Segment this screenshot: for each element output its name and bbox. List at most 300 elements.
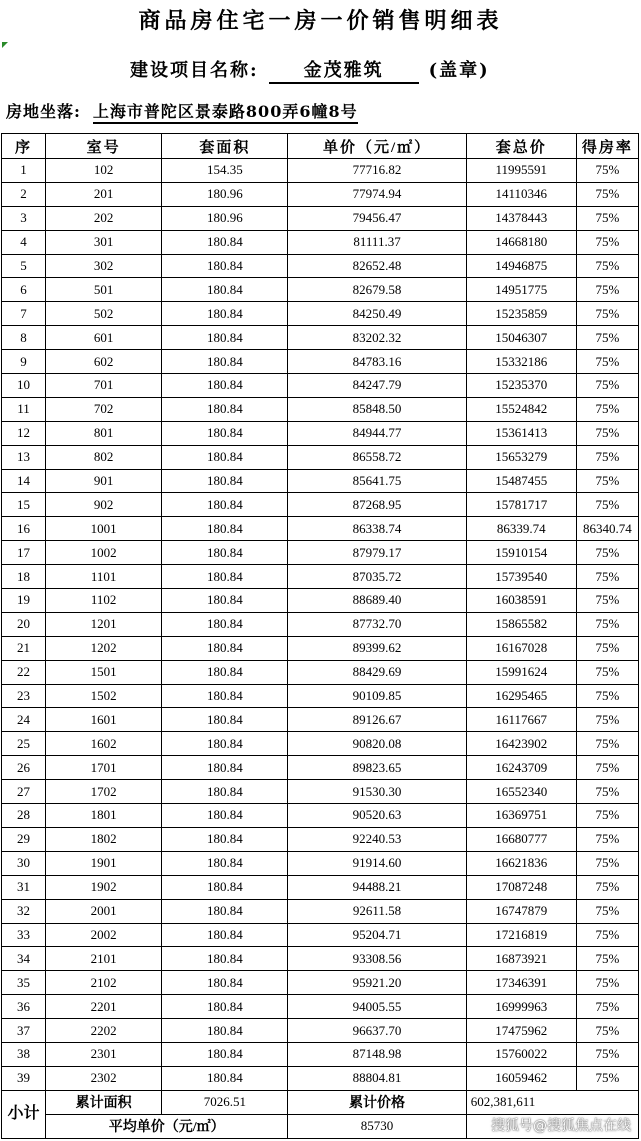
address-label: 房地坐落: <box>6 102 81 121</box>
cell-total-price: 17087248 <box>466 875 576 899</box>
cell-room: 1201 <box>46 612 162 636</box>
cell-total-price: 16369751 <box>466 804 576 828</box>
cell-ratio: 75% <box>576 302 638 326</box>
cell-room: 1602 <box>46 732 162 756</box>
project-name: 金茂雅筑 <box>269 56 419 84</box>
cell-seq: 5 <box>2 254 46 278</box>
cell-unit-price: 81111.37 <box>288 230 466 254</box>
cell-area: 180.84 <box>162 469 288 493</box>
table-row <box>2 302 639 326</box>
cell-room: 1101 <box>46 565 162 589</box>
cell-seq: 3 <box>2 206 46 230</box>
cell-total-price: 17216819 <box>466 923 576 947</box>
cell-area: 180.84 <box>162 923 288 947</box>
cell-total-price: 16243709 <box>466 756 576 780</box>
table-row <box>2 397 639 421</box>
cell-unit-price: 79456.47 <box>288 206 466 230</box>
header-ratio: 得房率 <box>576 134 638 159</box>
cell-seq: 8 <box>2 326 46 350</box>
cell-ratio: 75% <box>576 756 638 780</box>
table-row <box>2 206 639 230</box>
cell-ratio: 75% <box>576 230 638 254</box>
total-area-label: 累计面积 <box>46 1090 162 1114</box>
table-row <box>2 469 639 493</box>
cell-room: 1202 <box>46 636 162 660</box>
summary-row-1 <box>2 1090 639 1114</box>
cell-unit-price: 95204.71 <box>288 923 466 947</box>
project-line <box>130 56 490 84</box>
table-row <box>2 1042 639 1066</box>
table-row <box>2 708 639 732</box>
table-row <box>2 278 639 302</box>
header-room: 室号 <box>46 134 162 159</box>
cell-room: 302 <box>46 254 162 278</box>
cell-area: 180.84 <box>162 780 288 804</box>
cell-ratio: 75% <box>576 780 638 804</box>
table-row <box>2 875 639 899</box>
cell-unit-price: 92611.58 <box>288 899 466 923</box>
cell-seq: 6 <box>2 278 46 302</box>
cell-seq: 23 <box>2 684 46 708</box>
table-row <box>2 660 639 684</box>
cell-total-price: 17346391 <box>466 971 576 995</box>
cell-ratio: 75% <box>576 732 638 756</box>
cell-unit-price: 87148.98 <box>288 1042 466 1066</box>
total-price-label: 累计价格 <box>288 1090 466 1114</box>
cell-ratio: 75% <box>576 1066 638 1090</box>
cell-seq: 24 <box>2 708 46 732</box>
cell-ratio: 75% <box>576 589 638 613</box>
table-row <box>2 827 639 851</box>
cell-seq: 29 <box>2 827 46 851</box>
cell-area: 180.84 <box>162 517 288 541</box>
cell-unit-price: 82679.58 <box>288 278 466 302</box>
cell-ratio: 75% <box>576 1019 638 1043</box>
cell-unit-price: 83202.32 <box>288 326 466 350</box>
cell-ratio: 75% <box>576 254 638 278</box>
cell-seq: 20 <box>2 612 46 636</box>
cell-ratio: 75% <box>576 445 638 469</box>
project-label: 建设项目名称: <box>130 60 259 81</box>
cell-unit-price: 89823.65 <box>288 756 466 780</box>
cell-total-price: 14946875 <box>466 254 576 278</box>
cell-seq: 11 <box>2 397 46 421</box>
cell-room: 1601 <box>46 708 162 732</box>
cell-total-price: 16423902 <box>466 732 576 756</box>
cell-area: 180.84 <box>162 589 288 613</box>
cell-seq: 28 <box>2 804 46 828</box>
cell-total-price: 14110346 <box>466 182 576 206</box>
cell-ratio: 75% <box>576 923 638 947</box>
cell-area: 180.84 <box>162 350 288 374</box>
cell-ratio: 75% <box>576 278 638 302</box>
cell-ratio: 75% <box>576 182 638 206</box>
cell-seq: 31 <box>2 875 46 899</box>
cell-room: 502 <box>46 302 162 326</box>
table-row <box>2 923 639 947</box>
cell-room: 2201 <box>46 995 162 1019</box>
cell-room: 102 <box>46 159 162 183</box>
cell-ratio: 75% <box>576 827 638 851</box>
cell-total-price: 15046307 <box>466 326 576 350</box>
table-row <box>2 326 639 350</box>
price-table <box>1 133 639 1139</box>
cell-seq: 25 <box>2 732 46 756</box>
cell-unit-price: 91530.30 <box>288 780 466 804</box>
cell-room: 1801 <box>46 804 162 828</box>
cell-area: 180.84 <box>162 875 288 899</box>
cell-area: 180.84 <box>162 565 288 589</box>
cell-unit-price: 88804.81 <box>288 1066 466 1090</box>
cell-area: 180.84 <box>162 541 288 565</box>
cell-total-price: 14951775 <box>466 278 576 302</box>
cell-seq: 26 <box>2 756 46 780</box>
cell-ratio: 75% <box>576 350 638 374</box>
cell-ratio: 75% <box>576 159 638 183</box>
cell-room: 1102 <box>46 589 162 613</box>
cell-total-price: 15760022 <box>466 1042 576 1066</box>
cell-ratio: 75% <box>576 612 638 636</box>
cell-seq: 37 <box>2 1019 46 1043</box>
cell-area: 180.84 <box>162 493 288 517</box>
table-row <box>2 732 639 756</box>
cell-room: 1901 <box>46 851 162 875</box>
cell-unit-price: 84783.16 <box>288 350 466 374</box>
cell-area: 180.84 <box>162 445 288 469</box>
cell-area: 180.84 <box>162 995 288 1019</box>
cell-seq: 9 <box>2 350 46 374</box>
cell-seq: 35 <box>2 971 46 995</box>
cell-ratio: 75% <box>576 469 638 493</box>
cell-unit-price: 84247.79 <box>288 374 466 398</box>
cell-total-price: 16295465 <box>466 684 576 708</box>
cell-area: 180.84 <box>162 326 288 350</box>
cell-total-price: 86339.74 <box>466 517 576 541</box>
cell-unit-price: 95921.20 <box>288 971 466 995</box>
cell-area: 180.96 <box>162 182 288 206</box>
table-header-row <box>2 134 639 159</box>
cell-area: 180.84 <box>162 756 288 780</box>
cell-total-price: 15235859 <box>466 302 576 326</box>
cell-room: 702 <box>46 397 162 421</box>
cell-total-price: 15910154 <box>466 541 576 565</box>
cell-ratio: 75% <box>576 636 638 660</box>
cell-total-price: 16117667 <box>466 708 576 732</box>
cell-unit-price: 89126.67 <box>288 708 466 732</box>
cell-area: 180.84 <box>162 1042 288 1066</box>
cell-unit-price: 94488.21 <box>288 875 466 899</box>
cell-seq: 36 <box>2 995 46 1019</box>
cell-seq: 14 <box>2 469 46 493</box>
cell-room: 2001 <box>46 899 162 923</box>
cell-unit-price: 88689.40 <box>288 589 466 613</box>
stamp-label: (盖章) <box>428 60 490 81</box>
table-row <box>2 1019 639 1043</box>
cell-ratio: 75% <box>576 326 638 350</box>
cell-ratio: 75% <box>576 660 638 684</box>
cell-total-price: 16059462 <box>466 1066 576 1090</box>
cell-unit-price: 84944.77 <box>288 421 466 445</box>
cell-unit-price: 90520.63 <box>288 804 466 828</box>
cell-seq: 16 <box>2 517 46 541</box>
cell-area: 180.84 <box>162 851 288 875</box>
avg-price-value: 85730 <box>288 1114 466 1138</box>
cell-room: 2102 <box>46 971 162 995</box>
cell-seq: 18 <box>2 565 46 589</box>
cell-area: 180.84 <box>162 278 288 302</box>
table-row <box>2 350 639 374</box>
cell-seq: 33 <box>2 923 46 947</box>
table-row <box>2 493 639 517</box>
summary-label: 小计 <box>2 1090 46 1138</box>
cell-total-price: 11995591 <box>466 159 576 183</box>
table-row <box>2 230 639 254</box>
cell-total-price: 15991624 <box>466 660 576 684</box>
cell-unit-price: 87732.70 <box>288 612 466 636</box>
cell-unit-price: 85641.75 <box>288 469 466 493</box>
cell-unit-price: 85848.50 <box>288 397 466 421</box>
address-value: 上海市普陀区景泰路800弄6幢8号 <box>93 99 358 124</box>
cell-room: 2301 <box>46 1042 162 1066</box>
cell-seq: 32 <box>2 899 46 923</box>
cell-area: 180.84 <box>162 230 288 254</box>
cell-unit-price: 87268.95 <box>288 493 466 517</box>
cell-ratio: 75% <box>576 1042 638 1066</box>
cell-seq: 7 <box>2 302 46 326</box>
cell-total-price: 15487455 <box>466 469 576 493</box>
total-price-value: 602,381,611 <box>466 1090 638 1114</box>
cell-area: 180.84 <box>162 1066 288 1090</box>
cell-ratio: 75% <box>576 541 638 565</box>
cell-room: 202 <box>46 206 162 230</box>
table-row <box>2 565 639 589</box>
cell-area: 154.35 <box>162 159 288 183</box>
cell-unit-price: 87035.72 <box>288 565 466 589</box>
cell-unit-price: 90109.85 <box>288 684 466 708</box>
table-row <box>2 804 639 828</box>
cell-room: 602 <box>46 350 162 374</box>
cell-total-price: 16167028 <box>466 636 576 660</box>
cell-unit-price: 92240.53 <box>288 827 466 851</box>
cell-room: 701 <box>46 374 162 398</box>
cell-seq: 30 <box>2 851 46 875</box>
cell-corner-marker <box>2 42 8 48</box>
cell-room: 1502 <box>46 684 162 708</box>
cell-area: 180.84 <box>162 612 288 636</box>
cell-area: 180.84 <box>162 708 288 732</box>
cell-area: 180.84 <box>162 1019 288 1043</box>
cell-total-price: 15653279 <box>466 445 576 469</box>
header-unit-price: 单价（元/㎡） <box>288 134 466 159</box>
cell-room: 1902 <box>46 875 162 899</box>
cell-room: 2101 <box>46 947 162 971</box>
cell-seq: 27 <box>2 780 46 804</box>
cell-total-price: 15781717 <box>466 493 576 517</box>
cell-room: 1702 <box>46 780 162 804</box>
cell-unit-price: 90820.08 <box>288 732 466 756</box>
cell-room: 601 <box>46 326 162 350</box>
cell-area: 180.84 <box>162 684 288 708</box>
cell-total-price: 16680777 <box>466 827 576 851</box>
table-row <box>2 684 639 708</box>
cell-ratio: 75% <box>576 374 638 398</box>
cell-seq: 15 <box>2 493 46 517</box>
cell-room: 1501 <box>46 660 162 684</box>
cell-seq: 12 <box>2 421 46 445</box>
watermark: 搜狐号@搜狐焦点在线 <box>491 1118 631 1134</box>
cell-seq: 39 <box>2 1066 46 1090</box>
cell-ratio: 75% <box>576 875 638 899</box>
cell-room: 801 <box>46 421 162 445</box>
cell-total-price: 15739540 <box>466 565 576 589</box>
cell-room: 2302 <box>46 1066 162 1090</box>
table-row <box>2 636 639 660</box>
cell-seq: 34 <box>2 947 46 971</box>
cell-unit-price: 86338.74 <box>288 517 466 541</box>
cell-room: 1802 <box>46 827 162 851</box>
cell-seq: 38 <box>2 1042 46 1066</box>
cell-room: 1701 <box>46 756 162 780</box>
cell-ratio: 75% <box>576 851 638 875</box>
cell-room: 201 <box>46 182 162 206</box>
cell-area: 180.84 <box>162 732 288 756</box>
cell-room: 501 <box>46 278 162 302</box>
cell-unit-price: 93308.56 <box>288 947 466 971</box>
cell-ratio: 75% <box>576 804 638 828</box>
table-row <box>2 445 639 469</box>
cell-seq: 4 <box>2 230 46 254</box>
cell-ratio: 75% <box>576 421 638 445</box>
cell-ratio: 75% <box>576 947 638 971</box>
table-row <box>2 421 639 445</box>
cell-total-price: 15524842 <box>466 397 576 421</box>
cell-total-price: 16747879 <box>466 899 576 923</box>
cell-ratio: 75% <box>576 493 638 517</box>
cell-area: 180.84 <box>162 397 288 421</box>
cell-unit-price: 86558.72 <box>288 445 466 469</box>
table-row <box>2 995 639 1019</box>
table-row <box>2 1066 639 1090</box>
cell-ratio: 86340.74 <box>576 517 638 541</box>
table-row <box>2 756 639 780</box>
cell-unit-price: 87979.17 <box>288 541 466 565</box>
table-row <box>2 254 639 278</box>
table-row <box>2 374 639 398</box>
table-row <box>2 947 639 971</box>
avg-price-label: 平均单价（元/㎡） <box>46 1114 288 1138</box>
cell-unit-price: 77716.82 <box>288 159 466 183</box>
cell-total-price: 16873921 <box>466 947 576 971</box>
header-total-price: 套总价 <box>466 134 576 159</box>
cell-total-price: 15235370 <box>466 374 576 398</box>
cell-seq: 21 <box>2 636 46 660</box>
cell-room: 1001 <box>46 517 162 541</box>
cell-unit-price: 96637.70 <box>288 1019 466 1043</box>
cell-ratio: 75% <box>576 899 638 923</box>
table-row <box>2 159 639 183</box>
cell-total-price: 15865582 <box>466 612 576 636</box>
cell-ratio: 75% <box>576 995 638 1019</box>
cell-room: 901 <box>46 469 162 493</box>
cell-area: 180.84 <box>162 421 288 445</box>
cell-area: 180.84 <box>162 827 288 851</box>
cell-seq: 10 <box>2 374 46 398</box>
cell-area: 180.84 <box>162 660 288 684</box>
cell-total-price: 15361413 <box>466 421 576 445</box>
cell-seq: 22 <box>2 660 46 684</box>
cell-unit-price: 88429.69 <box>288 660 466 684</box>
cell-total-price: 15332186 <box>466 350 576 374</box>
cell-unit-price: 89399.62 <box>288 636 466 660</box>
table-row <box>2 780 639 804</box>
cell-unit-price: 82652.48 <box>288 254 466 278</box>
table-row <box>2 589 639 613</box>
cell-total-price: 14668180 <box>466 230 576 254</box>
table-row <box>2 851 639 875</box>
cell-ratio: 75% <box>576 971 638 995</box>
cell-room: 902 <box>46 493 162 517</box>
cell-seq: 13 <box>2 445 46 469</box>
cell-seq: 19 <box>2 589 46 613</box>
cell-room: 802 <box>46 445 162 469</box>
cell-ratio: 75% <box>576 565 638 589</box>
cell-room: 301 <box>46 230 162 254</box>
cell-area: 180.84 <box>162 374 288 398</box>
cell-ratio: 75% <box>576 708 638 732</box>
cell-area: 180.84 <box>162 947 288 971</box>
cell-room: 1002 <box>46 541 162 565</box>
cell-seq: 17 <box>2 541 46 565</box>
cell-total-price: 16621836 <box>466 851 576 875</box>
table-row <box>2 971 639 995</box>
cell-area: 180.84 <box>162 636 288 660</box>
cell-unit-price: 77974.94 <box>288 182 466 206</box>
cell-room: 2202 <box>46 1019 162 1043</box>
table-body <box>2 159 639 1091</box>
cell-area: 180.84 <box>162 804 288 828</box>
cell-ratio: 75% <box>576 684 638 708</box>
table-row <box>2 612 639 636</box>
cell-total-price: 16552340 <box>466 780 576 804</box>
table-row <box>2 541 639 565</box>
page-title: 商品房住宅一房一价销售明细表 <box>138 8 503 34</box>
cell-total-price: 14378443 <box>466 206 576 230</box>
header-area: 套面积 <box>162 134 288 159</box>
table-row <box>2 517 639 541</box>
header-seq: 序 <box>2 134 46 159</box>
table-row <box>2 182 639 206</box>
cell-area: 180.84 <box>162 971 288 995</box>
cell-total-price: 16999963 <box>466 995 576 1019</box>
cell-area: 180.96 <box>162 206 288 230</box>
cell-unit-price: 94005.55 <box>288 995 466 1019</box>
cell-unit-price: 84250.49 <box>288 302 466 326</box>
cell-seq: 1 <box>2 159 46 183</box>
cell-area: 180.84 <box>162 899 288 923</box>
cell-total-price: 16038591 <box>466 589 576 613</box>
cell-ratio: 75% <box>576 397 638 421</box>
cell-ratio: 75% <box>576 206 638 230</box>
cell-unit-price: 91914.60 <box>288 851 466 875</box>
cell-area: 180.84 <box>162 302 288 326</box>
total-area-value: 7026.51 <box>162 1090 288 1114</box>
cell-seq: 2 <box>2 182 46 206</box>
address-line <box>6 99 358 124</box>
cell-room: 2002 <box>46 923 162 947</box>
cell-area: 180.84 <box>162 254 288 278</box>
cell-total-price: 17475962 <box>466 1019 576 1043</box>
table-row <box>2 899 639 923</box>
